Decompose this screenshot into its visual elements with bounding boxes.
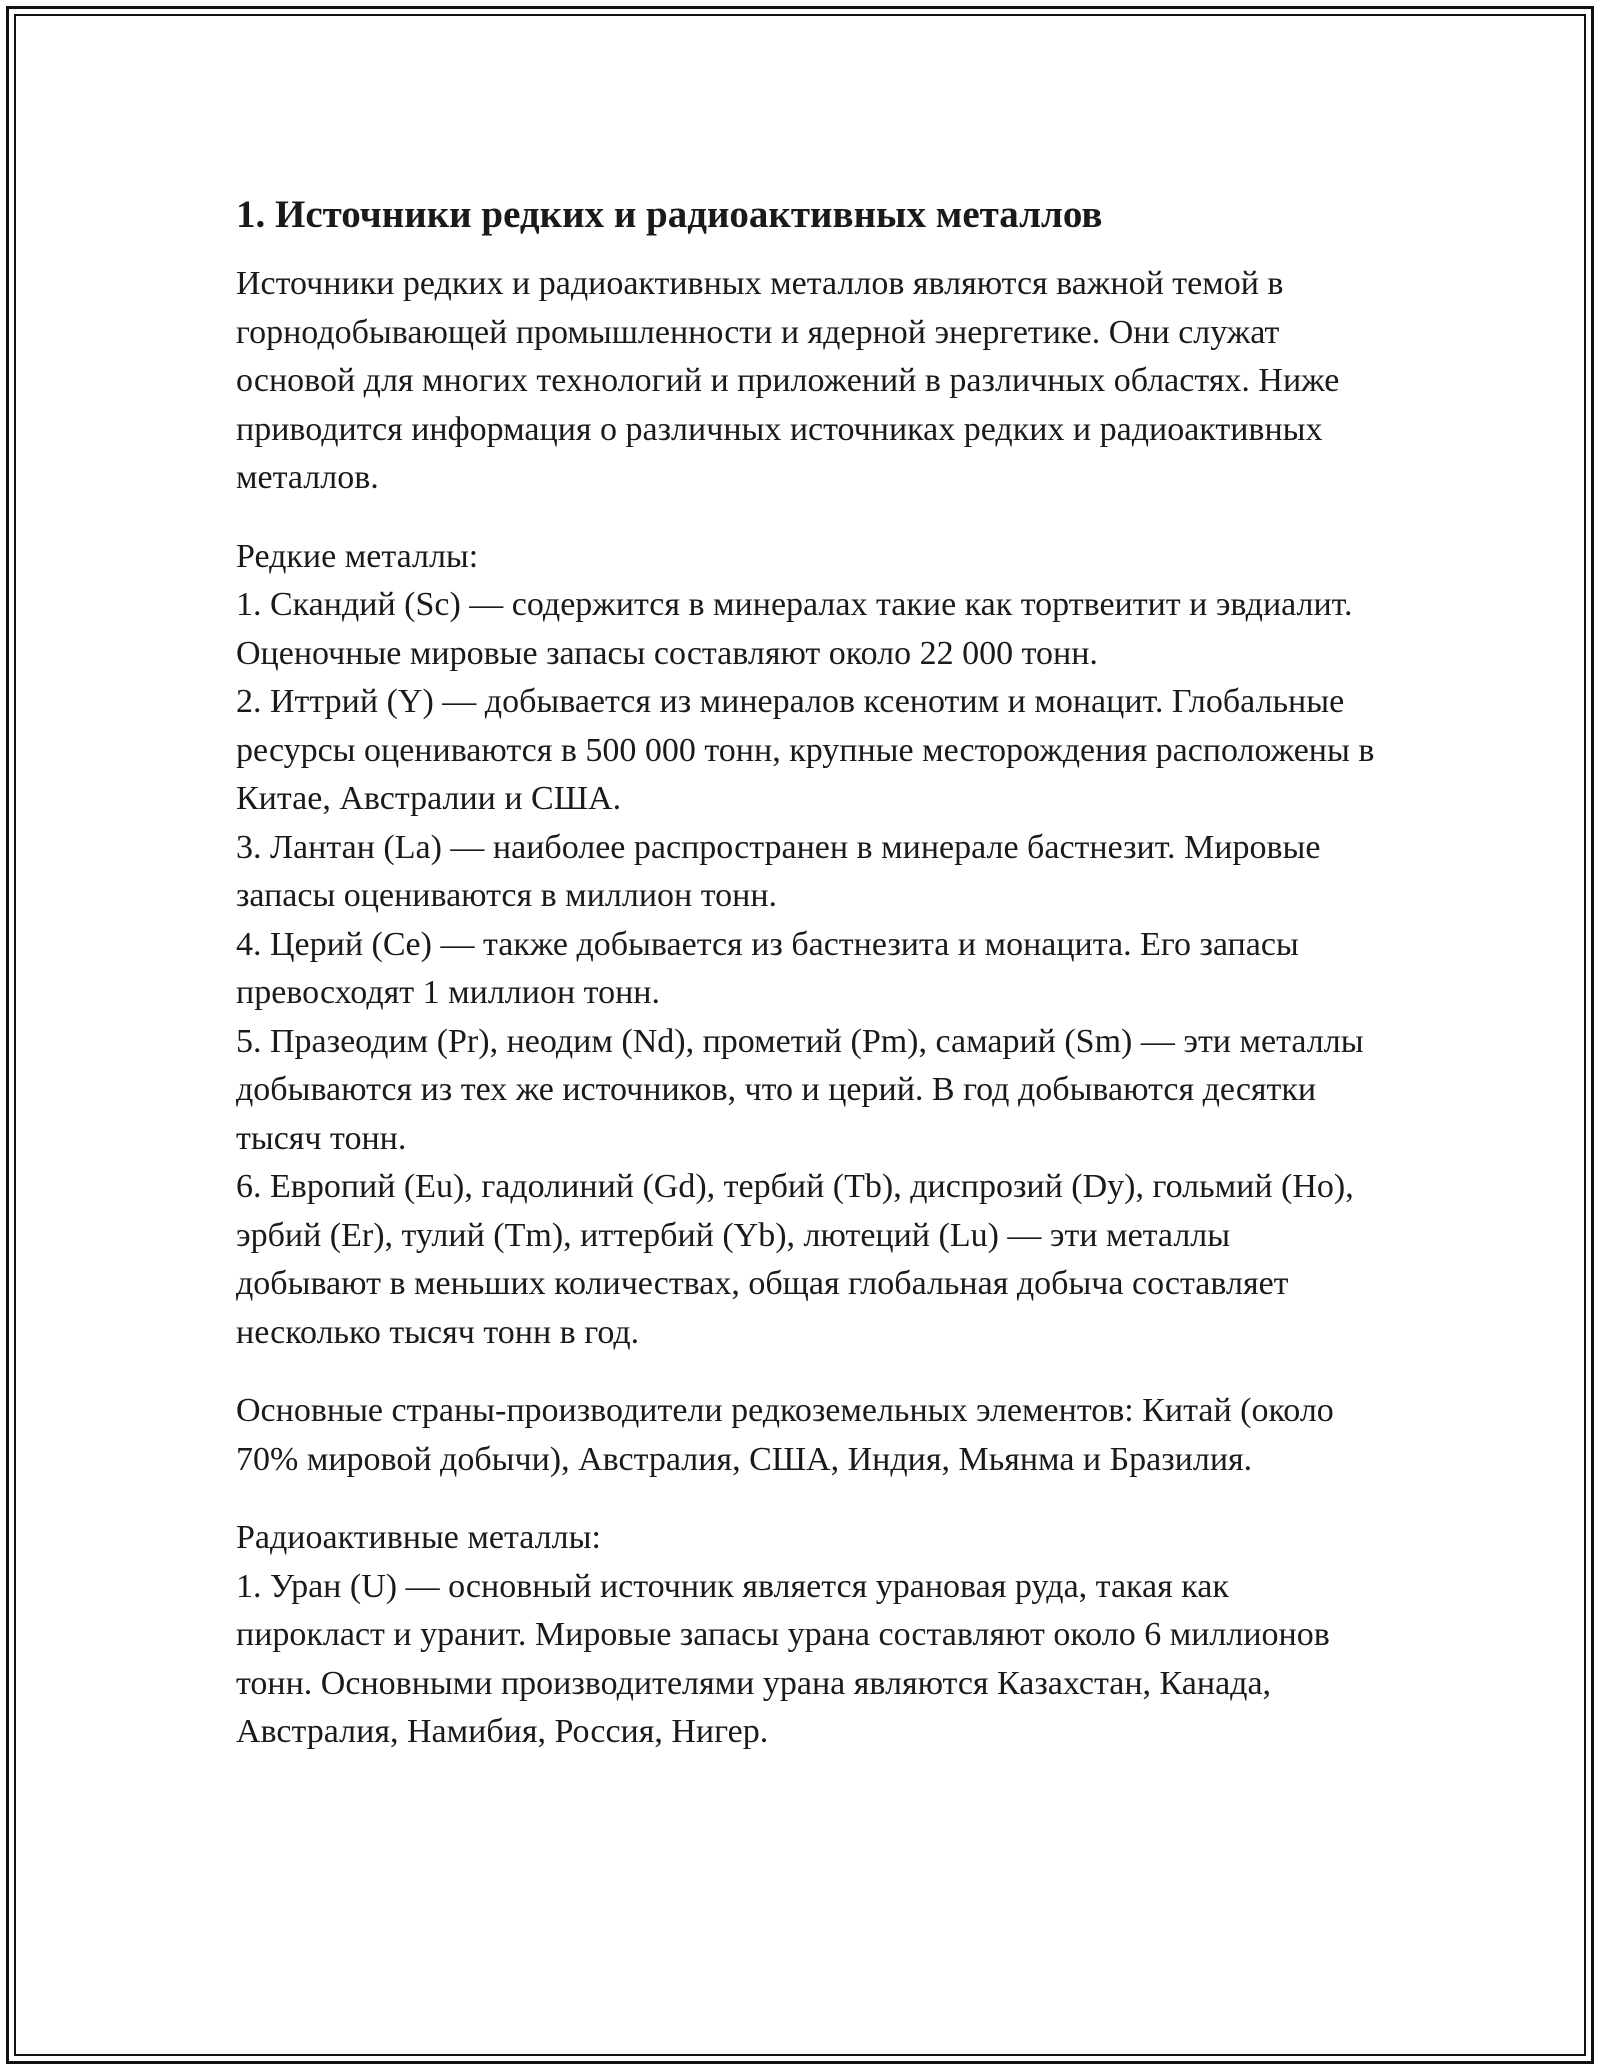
radioactive-metal-item-uranium: 1. Уран (U) — основный источник является урановая руда, такая как пирокласт и уранит. Мировые запасы урана составляют около 6 миллионов тонн. Основными производителями урана являются Казахстан, Канада, Австралия, Намибия, Россия, Нигер. bbox=[236, 1567, 1330, 1750]
intro-paragraph: Источники редких и радиоактивных металлов являются важной темой в горнодобывающей промышленности и ядерной энергетике. Они служат основой для многих технологий и приложений в различных областях. Ниже приводится информация о различных источниках редких и радиоактивных металлов. bbox=[236, 265, 1340, 496]
spacer bbox=[236, 1357, 1376, 1387]
rare-metal-item-light-lanthanides: 5. Празеодим (Pr), неодим (Nd), прометий (Pm), самарий (Sm) — эти металлы добываются из тех же источников, что и церий. В год добываются десятки тысяч тонн. bbox=[236, 1022, 1364, 1157]
rare-metals-label: Редкие металлы: bbox=[236, 537, 479, 575]
rare-metal-item-scandium: 1. Скандий (Sc) — содержится в минералах такие как тортвеитит и эвдиалит. Оценочные мировые запасы составляют около 22 000 тонн. bbox=[236, 586, 1353, 672]
producers-paragraph: Основные страны-производители редкоземельных элементов: Китай (около 70% мировой добычи), Австралия, США, Индия, Мьянма и Бразилия. bbox=[236, 1392, 1334, 1478]
rare-metal-item-lanthanum: 3. Лантан (La) — наиболее распространен в минерале бастнезит. Мировые запасы оцениваются в миллион тонн. bbox=[236, 828, 1321, 914]
document-body bbox=[236, 188, 1376, 1757]
radioactive-metals-label: Радиоактивные металлы: bbox=[236, 1519, 601, 1556]
rare-metal-item-yttrium: 2. Иттрий (Y) — добывается из минералов ксенотим и монацит. Глобальные ресурсы оцениваются в 500 000 тонн, крупные месторождения расположены в Китае, Австралии и США. bbox=[236, 683, 1375, 817]
spacer bbox=[236, 503, 1376, 533]
spacer bbox=[236, 1484, 1376, 1514]
rare-metal-item-cerium: 4. Церий (Ce) — также добывается из бастнезита и монацита. Его запасы превосходят 1 миллион тонн. bbox=[236, 925, 1299, 1011]
section-heading: 1. Источники редких и радиоактивных металлов bbox=[236, 193, 1103, 236]
rare-metal-item-heavy-lanthanides: 6. Европий (Eu), гадолиний (Gd), тербий (Tb), диспрозий (Dy), гольмий (Ho), эрбий (Er), тулий (Tm), иттербий (Yb), лютеций (Lu) — эти металлы добывают в меньших количествах, общая глобальная добыча составляет несколько тысяч тонн в год. bbox=[236, 1168, 1354, 1351]
